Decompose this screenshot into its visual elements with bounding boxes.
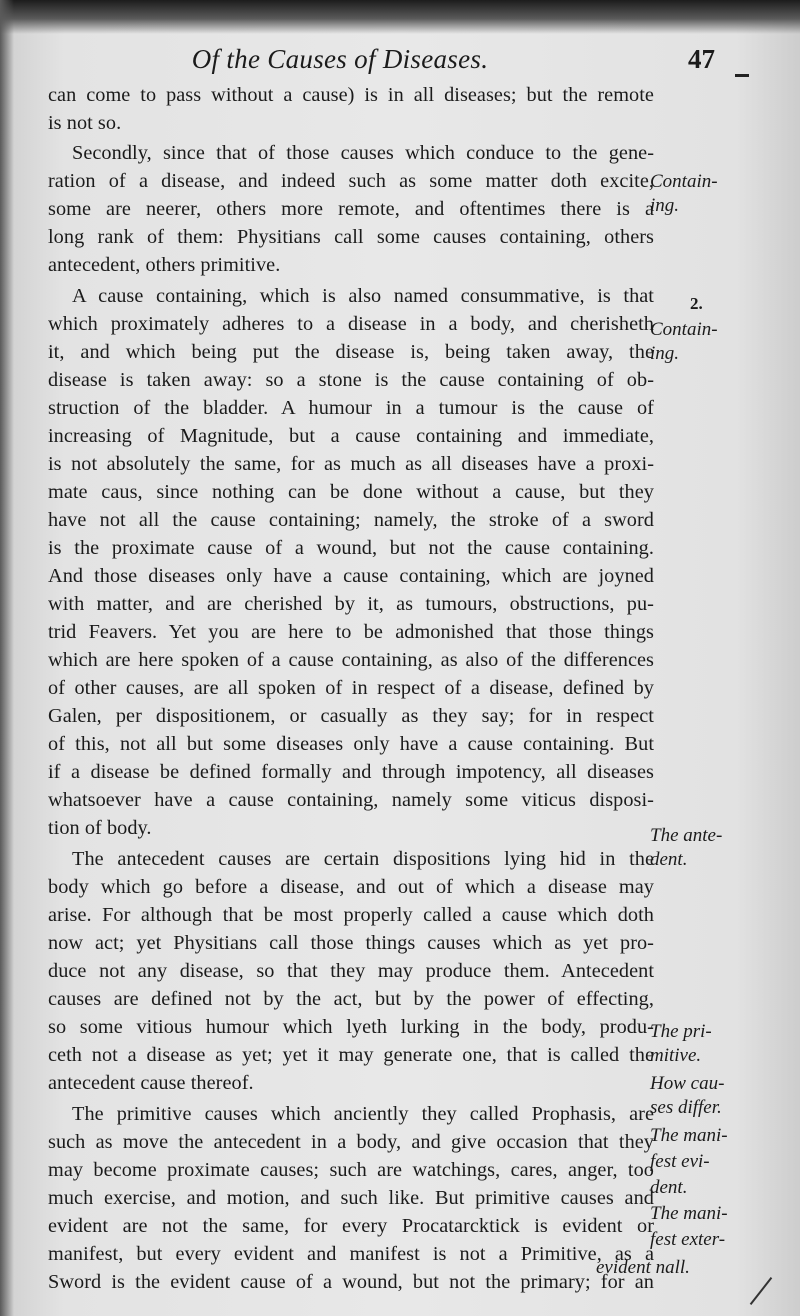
text-line: which are here spoken of a cause containing, as also of the differences	[48, 649, 654, 671]
margin-note: How cau-	[650, 1073, 725, 1094]
text-line: mate caus, since nothing can be done without a cause, but they	[48, 481, 654, 503]
text-line: Secondly, since that of those causes which conduce to the gene-	[72, 142, 654, 164]
margin-note: The pri-	[650, 1021, 712, 1042]
text-line: ration of a disease, and indeed such as some matter doth excite,	[48, 170, 654, 192]
text-line: tion of body.	[48, 817, 152, 839]
text-line: is not so.	[48, 112, 122, 134]
text-line: it, and which being put the disease is, being taken away, the	[48, 341, 654, 363]
text-line: may become proximate causes; such are watchings, cares, anger, too	[48, 1159, 654, 1181]
text-line: such as move the antecedent in a body, and give occasion that they	[48, 1131, 654, 1153]
page-gutter-shadow	[0, 0, 14, 1316]
text-line: can come to pass without a cause) is in all diseases; but the remote	[48, 84, 654, 106]
margin-note: Contain-	[650, 319, 718, 340]
text-line: manifest, but every evident and manifest is not a Primitive, as a	[48, 1243, 654, 1265]
margin-note: ing.	[650, 343, 680, 364]
margin-note: mitive.	[650, 1045, 702, 1066]
page-top-shadow	[0, 0, 800, 34]
text-line: Galen, per dispositionem, or casually as they say; for in respect	[48, 705, 654, 727]
text-line: now act; yet Physitians call those things causes which as yet pro-	[48, 932, 654, 954]
text-line: if a disease be defined formally and through impotency, all diseases	[48, 761, 654, 783]
margin-note: dent.	[650, 849, 688, 870]
text-line: of other causes, are all spoken of in respect of a disease, defined by	[48, 677, 654, 699]
text-line: disease is taken away: so a stone is the cause containing of ob-	[48, 369, 654, 391]
margin-note: dent.	[650, 1177, 688, 1198]
pen-mark	[750, 1277, 773, 1305]
text-line: ceth not a disease as yet; yet it may generate one, that is called the	[48, 1044, 654, 1066]
text-line: some are neerer, others more remote, and oftentimes there is a	[48, 198, 654, 220]
text-line: much exercise, and motion, and such like. But primitive causes and	[48, 1187, 654, 1209]
margin-note-number: 2.	[690, 294, 703, 313]
text-line: trid Feavers. Yet you are here to be admonished that those things	[48, 621, 654, 643]
text-line: whatsoever have a cause containing, namely some viticus disposi-	[48, 789, 654, 811]
header-mark	[735, 74, 749, 77]
running-head: Of the Causes of Diseases.	[191, 44, 489, 74]
margin-note: ses differ.	[650, 1097, 722, 1118]
text-line: duce not any disease, so that they may produce them. Antecedent	[48, 960, 654, 982]
page-header	[0, 44, 800, 84]
margin-note: fest exter-	[650, 1229, 726, 1250]
text-line: The antecedent causes are certain dispositions lying hid in the	[72, 848, 654, 870]
text-line: causes are defined not by the act, but by the power of effecting,	[48, 988, 654, 1010]
text-line: is the proximate cause of a wound, but not the cause containing.	[48, 537, 654, 559]
margin-note: ing.	[650, 195, 680, 216]
text-line: Sword is the evident cause of a wound, but not the primary; for an	[48, 1271, 654, 1293]
text-line: And those diseases only have a cause containing, which are joyned	[48, 565, 654, 587]
text-line: which proximately adheres to a disease in a body, and cherisheth	[48, 313, 654, 335]
margin-note: Contain-	[650, 171, 718, 192]
margin-note: The mani-	[650, 1203, 728, 1224]
text-line: A cause containing, which is also named consummative, is that	[72, 285, 654, 307]
text-line: evident are not the same, for every Procatarcktick is evident or	[48, 1215, 654, 1237]
text-line: struction of the bladder. A humour in a tumour is the cause of	[48, 397, 654, 419]
text-line: body which go before a disease, and out of which a disease may	[48, 876, 654, 898]
text-line: increasing of Magnitude, but a cause containing and immediate,	[48, 425, 654, 447]
text-line: so some vitious humour which lyeth lurking in the body, produ-	[48, 1016, 654, 1038]
text-line: long rank of them: Physitians call some causes containing, others	[48, 226, 654, 248]
text-line: with matter, and are cherished by it, as tumours, obstructions, pu-	[48, 593, 654, 615]
page-number: 47	[688, 44, 715, 74]
text-line: antecedent cause thereof.	[48, 1072, 254, 1094]
text-line: of this, not all but some diseases only have a cause containing. But	[48, 733, 654, 755]
margin-note: evident nall.	[596, 1257, 690, 1278]
text-line: is not absolutely the same, for as much as all diseases have a proxi-	[48, 453, 654, 475]
margin-note: fest evi-	[650, 1151, 710, 1172]
text-line: The primitive causes which anciently they called Prophasis, are	[72, 1103, 654, 1125]
text-line: arise. For although that be most properly called a cause which doth	[48, 904, 654, 926]
margin-note: The mani-	[650, 1125, 728, 1146]
margin-note: The ante-	[650, 825, 723, 846]
text-line: have not all the cause containing; namely, the stroke of a sword	[48, 509, 654, 531]
text-line: antecedent, others primitive.	[48, 254, 281, 276]
